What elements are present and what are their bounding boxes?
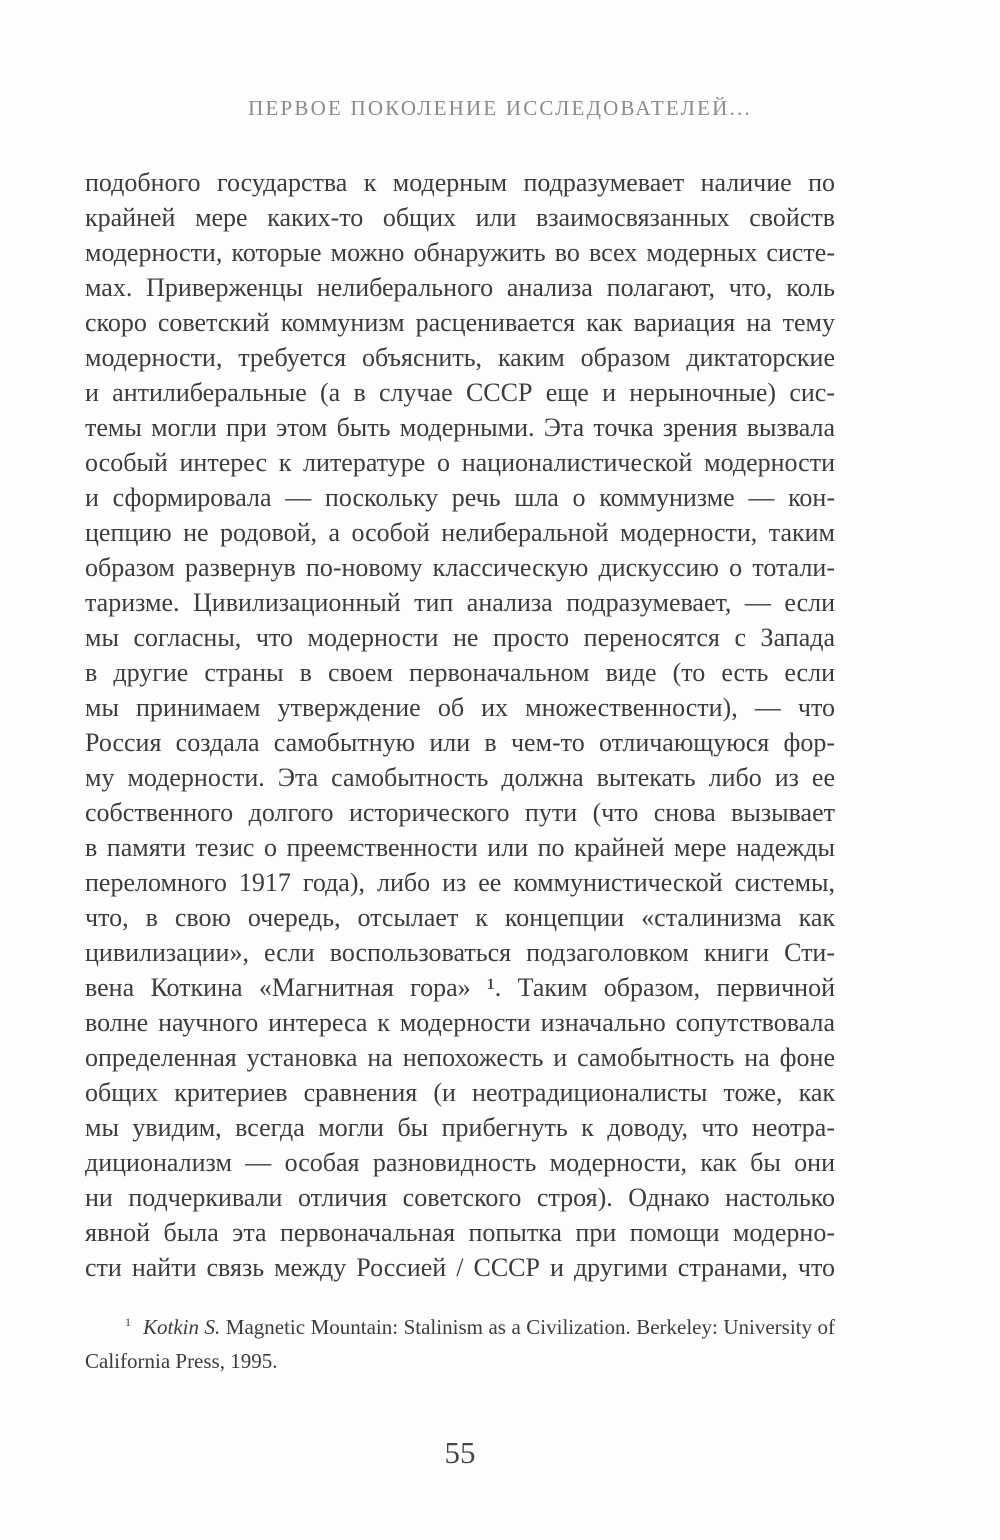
text-line: Россия создала самобытную или в чем-то отличающуюся фор- xyxy=(85,728,835,757)
body-text xyxy=(85,165,835,1285)
text-line: что, в свою очередь, отсылает к концепции «сталинизма как xyxy=(85,903,835,932)
text-line: мы согласны, что модерности не просто переносятся с Запада xyxy=(85,623,835,652)
page-number: 55 xyxy=(444,1435,476,1470)
text-line: и антилиберальные (а в случае СССР еще и нерыночные) сис- xyxy=(85,378,835,407)
text-line: диционализм — особая разновидность модерности, как бы они xyxy=(85,1148,835,1177)
text-line: образом развернув по-новому классическую дискуссию о тотали- xyxy=(85,553,835,582)
footnote xyxy=(85,1310,835,1378)
text-line: явной была эта первоначальная попытка при помощи модерно- xyxy=(85,1218,835,1247)
text-line: мах. Приверженцы нелиберального анализа полагают, что, коль xyxy=(85,273,835,302)
text-line: собственного долгого исторического пути (что снова вызывает xyxy=(85,798,835,827)
text-line: ни подчеркивали отличия советского строя). Однако настолько xyxy=(85,1183,835,1212)
text-line: волне научного интереса к модерности изначально сопутствовала xyxy=(85,1008,835,1037)
footnote-author: Kotkin S. xyxy=(143,1315,221,1339)
text-line: определенная установка на непохожесть и самобытность на фоне xyxy=(85,1043,835,1072)
text-line: особый интерес к литературе о националистической модерности xyxy=(85,448,835,477)
text-line: мы увидим, всегда могли бы прибегнуть к доводу, что неотра- xyxy=(85,1113,835,1142)
text-line: вена Коткина «Магнитная гора» ¹. Таким образом, первичной xyxy=(85,973,835,1002)
text-line: подобного государства к модерным подразумевает наличие по xyxy=(85,168,835,197)
text-line: мы принимаем утверждение об их множественности), — что xyxy=(85,693,835,722)
text-line: цивилизации», если воспользоваться подзаголовком книги Сти- xyxy=(85,938,835,967)
text-line: и сформировала — поскольку речь шла о коммунизме — кон- xyxy=(85,483,835,512)
text-line: цепцию не родовой, а особой нелиберальной модерности, таким xyxy=(85,518,835,547)
text-line: скоро советский коммунизм расценивается как вариация на тему xyxy=(85,308,835,337)
text-line: переломного 1917 года), либо из ее коммунистической системы, xyxy=(85,868,835,897)
footnote-paragraph xyxy=(85,1310,835,1378)
text-line: в памяти тезис о преемственности или по крайней мере надежды xyxy=(85,833,835,862)
text-line: модерности, требуется объяснить, каким образом диктаторские xyxy=(85,343,835,372)
footnote-marker: 1 xyxy=(125,1315,131,1329)
text-line: крайней мере каких-то общих или взаимосвязанных свойств xyxy=(85,203,835,232)
text-line: модерности, которые можно обнаружить во всех модерных систе- xyxy=(85,238,835,267)
footnote-text: Magnetic Mountain: Stalinism as a Civilization. Berkeley: University of California Press, 1995. xyxy=(85,1315,836,1373)
text-line: темы могли при этом быть модерными. Эта точка зрения вызвала xyxy=(85,413,835,442)
text-line: му модерности. Эта самобытность должна вытекать либо из ее xyxy=(85,763,835,792)
running-header: ПЕРВОЕ ПОКОЛЕНИЕ ИССЛЕДОВАТЕЛЕЙ... xyxy=(248,96,752,120)
text-line: общих критериев сравнения (и неотрадиционалисты тоже, как xyxy=(85,1078,835,1107)
text-line: таризме. Цивилизационный тип анализа подразумевает, — если xyxy=(85,588,835,617)
text-line: в другие страны в своем первоначальном виде (то есть если xyxy=(85,658,835,687)
text-line: сти найти связь между Россией / СССР и другими странами, что xyxy=(85,1253,835,1282)
